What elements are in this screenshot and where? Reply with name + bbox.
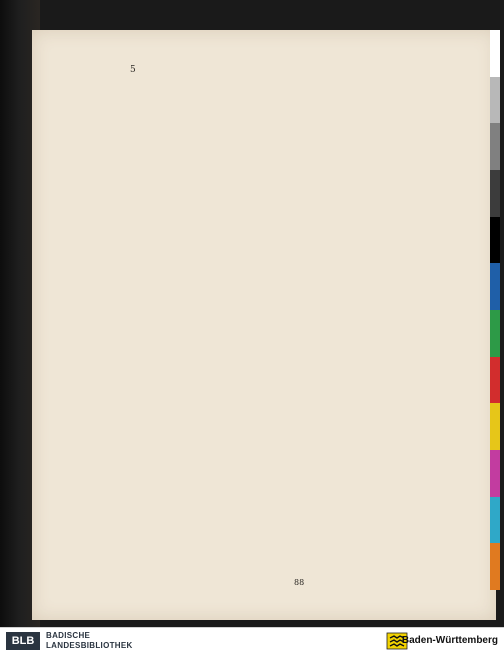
color-swatch [490, 403, 500, 450]
color-swatch [490, 357, 500, 404]
color-reference-strip [490, 30, 500, 590]
library-name-line2: LANDESBIBLIOTHEK [46, 641, 133, 650]
footer-bar [0, 627, 504, 654]
page-number-bottom: 88 [294, 578, 305, 587]
library-name-line1: BADISCHE [46, 631, 91, 640]
color-swatch [490, 217, 500, 264]
color-swatch [490, 310, 500, 357]
color-swatch [490, 123, 500, 170]
color-swatch [490, 77, 500, 124]
color-swatch [490, 170, 500, 217]
text-column-right [309, 100, 479, 580]
blb-logo-badge: BLB [6, 632, 40, 650]
state-name: Baden-Württemberg [401, 635, 498, 646]
page-number-top: 5 [130, 65, 136, 75]
color-swatch [490, 543, 500, 590]
text-column-left [130, 100, 300, 580]
library-name [46, 631, 133, 651]
color-swatch [490, 263, 500, 310]
color-swatch [490, 497, 500, 544]
document-page [32, 30, 496, 620]
color-swatch [490, 450, 500, 497]
color-swatch [490, 30, 500, 77]
